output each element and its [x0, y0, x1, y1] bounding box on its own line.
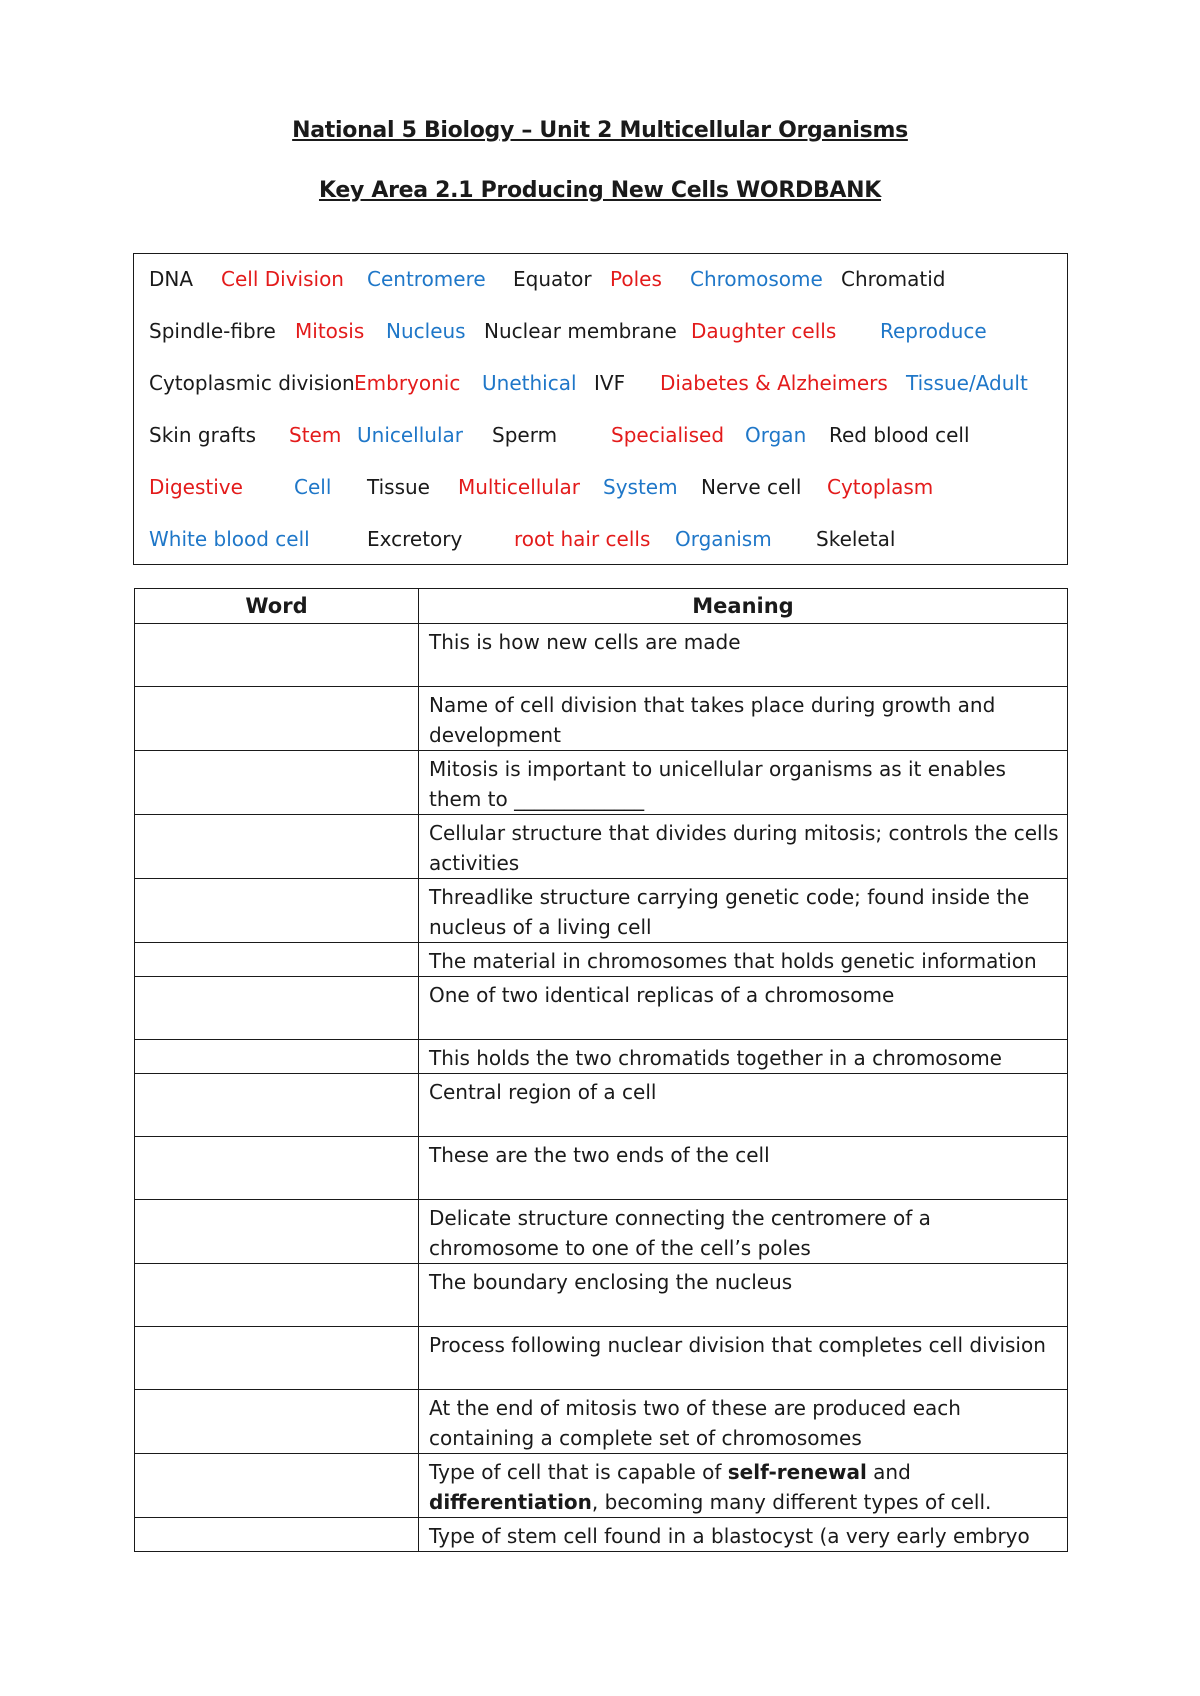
meaning-text: Name of cell division that takes place during growth and development — [429, 693, 996, 747]
meaning-text: Threadlike structure carrying genetic code; found inside the nucleus of a living cell — [429, 885, 1030, 939]
wordbank-word: Red blood cell — [829, 423, 970, 447]
wordbank-word: Poles — [610, 267, 662, 291]
table-row — [135, 624, 1068, 687]
wordbank-row — [134, 420, 1067, 450]
meaning-text: This is how new cells are made — [429, 630, 741, 654]
meaning-text — [419, 1454, 1067, 1517]
wordbank-word: Unicellular — [357, 423, 463, 447]
wordbank-word: Organ — [745, 423, 807, 447]
table-row — [135, 1137, 1068, 1200]
word-cell[interactable] — [135, 751, 419, 815]
wordbank-word: Embryonic — [354, 371, 461, 395]
table-row — [135, 1040, 1068, 1074]
wordbank-word: Nucleus — [386, 319, 466, 343]
word-cell[interactable] — [135, 943, 419, 977]
meaning-cell — [419, 879, 1068, 943]
wordbank-row — [134, 368, 1067, 398]
wordbank-word: Chromosome — [690, 267, 823, 291]
wordbank-word: Chromatid — [841, 267, 946, 291]
meaning-cell — [419, 1200, 1068, 1264]
table-row — [135, 977, 1068, 1040]
meaning-cell — [419, 1040, 1068, 1074]
meaning-cell — [419, 1390, 1068, 1454]
wordbank-row — [134, 472, 1067, 502]
meaning-text: One of two identical replicas of a chromosome — [429, 983, 895, 1007]
wordbank-word: DNA — [149, 267, 194, 291]
wordbank-row — [134, 264, 1067, 294]
wordbank-word: Diabetes & Alzheimers — [660, 371, 888, 395]
wordbank-word: Daughter cells — [691, 319, 837, 343]
table-row — [135, 687, 1068, 751]
wordbank-word: Tissue/Adult — [906, 371, 1028, 395]
wordbank-word: White blood cell — [149, 527, 310, 551]
word-cell[interactable] — [135, 687, 419, 751]
word-cell[interactable] — [135, 1518, 419, 1552]
table-row — [135, 1390, 1068, 1454]
wordbank-word: Cytoplasm — [827, 475, 934, 499]
table-row — [135, 879, 1068, 943]
wordbank-word: IVF — [594, 371, 626, 395]
meaning-text: The boundary enclosing the nucleus — [429, 1270, 793, 1294]
meaning-cell — [419, 815, 1068, 879]
wordbank-word: Cytoplasmic division — [149, 371, 355, 395]
meaning-text: The material in chromosomes that holds genetic information — [429, 949, 1037, 973]
word-cell[interactable] — [135, 624, 419, 687]
meaning-text: These are the two ends of the cell — [429, 1143, 770, 1167]
wordbank-row — [134, 316, 1067, 346]
glossary-table — [134, 588, 1068, 1552]
meaning-text-bold: self-renewal — [727, 1460, 867, 1484]
table-row — [135, 1454, 1068, 1518]
column-header-word: Word — [135, 589, 419, 624]
table-row — [135, 1264, 1068, 1327]
meaning-text-part: and — [866, 1460, 911, 1484]
meaning-cell — [419, 1074, 1068, 1137]
table-row — [135, 1518, 1068, 1552]
wordbank-word: Nerve cell — [701, 475, 802, 499]
meaning-text: This holds the two chromatids together in a chromosome — [429, 1046, 1002, 1070]
meaning-text: Mitosis is important to unicellular organisms as it enables them to _____________ — [429, 757, 1006, 811]
meaning-cell — [419, 977, 1068, 1040]
meaning-cell — [419, 943, 1068, 977]
meaning-text: Type of stem cell found in a blastocyst (a very early embryo — [429, 1524, 1030, 1548]
wordbank-word: Organism — [675, 527, 772, 551]
word-cell[interactable] — [135, 879, 419, 943]
word-cell[interactable] — [135, 1454, 419, 1518]
word-cell[interactable] — [135, 1390, 419, 1454]
wordbank-word: Mitosis — [295, 319, 365, 343]
page-title: National 5 Biology – Unit 2 Multicellular Organisms — [292, 118, 908, 143]
word-cell[interactable] — [135, 1327, 419, 1390]
word-cell[interactable] — [135, 1074, 419, 1137]
table-row — [135, 815, 1068, 879]
meaning-text-part: Type of cell that is capable of — [429, 1460, 728, 1484]
wordbank-word: Spindle-fibre — [149, 319, 276, 343]
meaning-cell — [419, 1327, 1068, 1390]
wordbank-box — [133, 253, 1068, 565]
wordbank-word: Multicellular — [458, 475, 581, 499]
word-cell[interactable] — [135, 815, 419, 879]
wordbank-word: Cell Division — [221, 267, 344, 291]
wordbank-word: Nuclear membrane — [484, 319, 677, 343]
meaning-text: At the end of mitosis two of these are produced each containing a complete set of chromosomes — [429, 1396, 961, 1450]
meaning-cell — [419, 751, 1068, 815]
wordbank-row — [134, 524, 1067, 554]
wordbank-word: System — [603, 475, 678, 499]
meaning-cell — [419, 624, 1068, 687]
word-cell[interactable] — [135, 1040, 419, 1074]
meaning-text: Process following nuclear division that completes cell division — [429, 1333, 1046, 1357]
wordbank-word: Tissue — [367, 475, 430, 499]
word-cell[interactable] — [135, 1200, 419, 1264]
meaning-text-bold: differentiation — [429, 1490, 592, 1514]
meaning-cell — [419, 687, 1068, 751]
meaning-cell — [419, 1454, 1068, 1518]
wordbank-word: Skeletal — [816, 527, 896, 551]
word-cell[interactable] — [135, 1264, 419, 1327]
meaning-cell — [419, 1137, 1068, 1200]
meaning-cell — [419, 1518, 1068, 1552]
wordbank-word: Reproduce — [880, 319, 987, 343]
meaning-cell — [419, 1264, 1068, 1327]
wordbank-word: Stem — [289, 423, 342, 447]
wordbank-word: Excretory — [367, 527, 463, 551]
page-subtitle: Key Area 2.1 Producing New Cells WORDBANK — [318, 178, 881, 203]
meaning-text-part: , becoming many different types of cell. — [591, 1490, 992, 1514]
table-row — [135, 751, 1068, 815]
wordbank-word: root hair cells — [514, 527, 651, 551]
wordbank-word: Digestive — [149, 475, 243, 499]
word-cell[interactable] — [135, 1137, 419, 1200]
table-row — [135, 1327, 1068, 1390]
column-header-meaning: Meaning — [419, 589, 1068, 624]
wordbank-word: Specialised — [611, 423, 725, 447]
wordbank-word: Sperm — [492, 423, 558, 447]
wordbank-word: Centromere — [367, 267, 486, 291]
table-row — [135, 943, 1068, 977]
wordbank-word: Unethical — [482, 371, 577, 395]
meaning-text: Delicate structure connecting the centromere of a chromosome to one of the cell’s poles — [429, 1206, 931, 1260]
table-header-row — [135, 589, 1068, 624]
table-row — [135, 1074, 1068, 1137]
wordbank-word: Skin grafts — [149, 423, 256, 447]
wordbank-word: Cell — [294, 475, 332, 499]
meaning-text: Cellular structure that divides during mitosis; controls the cells activities — [429, 821, 1059, 875]
word-cell[interactable] — [135, 977, 419, 1040]
meaning-text: Central region of a cell — [429, 1080, 657, 1104]
wordbank-word: Equator — [513, 267, 592, 291]
table-row — [135, 1200, 1068, 1264]
